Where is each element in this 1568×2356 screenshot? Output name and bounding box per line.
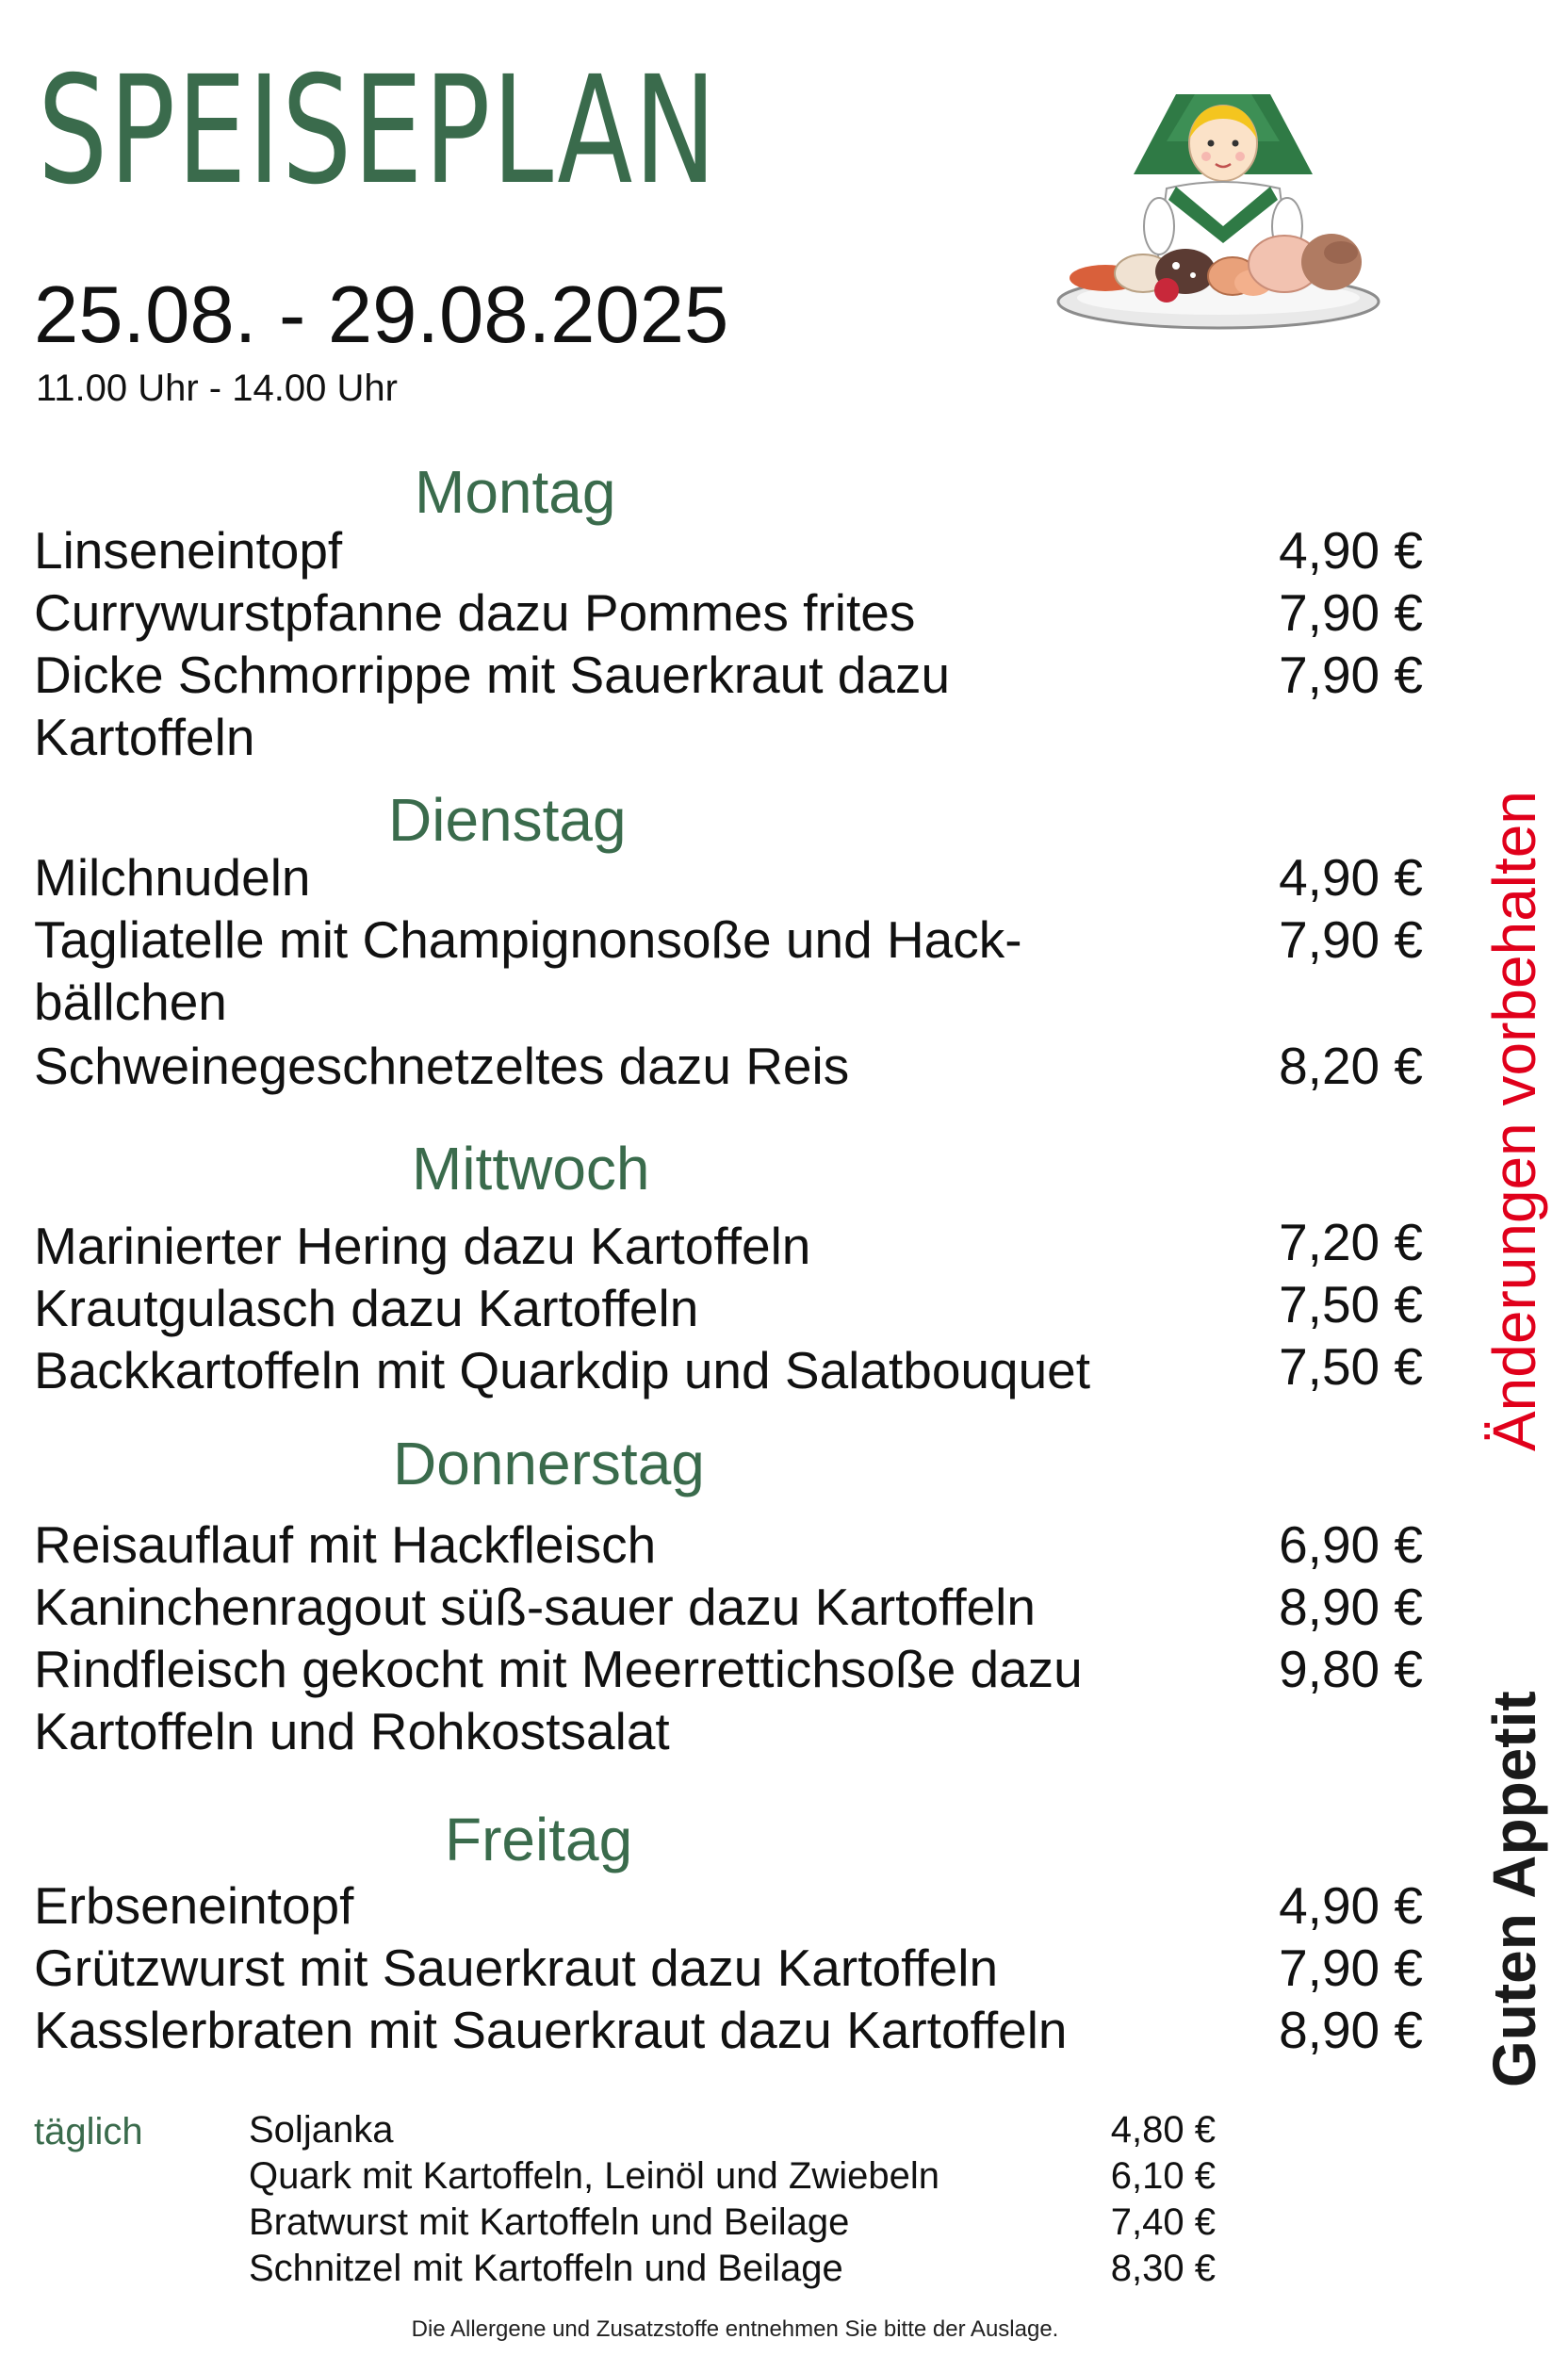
- dish-price: 4,90 €: [1279, 521, 1423, 580]
- dish-price: 6,90 €: [1279, 1515, 1423, 1574]
- dish-name-continued: Kartoffeln: [34, 708, 255, 766]
- changes-reserved-note: Änderungen vorbehalten: [1480, 791, 1548, 1451]
- daily-dish-price: 4,80 €: [1110, 2109, 1216, 2151]
- date-range: 25.08. - 29.08.2025: [34, 270, 729, 360]
- daily-dish-price: 6,10 €: [1110, 2155, 1216, 2197]
- day-heading-freitag: Freitag: [445, 1806, 633, 1873]
- dish-price: 8,20 €: [1279, 1037, 1423, 1095]
- dish-name: Krautgulasch dazu Kartoffeln: [34, 1279, 699, 1337]
- dish-name: Schweinegeschnetzeltes dazu Reis: [34, 1037, 850, 1095]
- daily-dish-price: 7,40 €: [1110, 2201, 1216, 2243]
- day-heading-montag: Montag: [415, 458, 616, 526]
- dish-price: 7,90 €: [1279, 1939, 1423, 1997]
- dish-name: Rindfleisch gekocht mit Meerrettichsoße dazu: [34, 1640, 1083, 1698]
- dish-name: Backkartoffeln mit Quarkdip und Salatbouquet: [34, 1341, 1091, 1399]
- dish-price: 7,20 €: [1279, 1213, 1423, 1271]
- daily-dish-name: Bratwurst mit Kartoffeln und Beilage: [249, 2201, 850, 2243]
- daily-dish-name: Schnitzel mit Kartoffeln und Beilage: [249, 2248, 843, 2289]
- page-title: SPEISEPLAN: [38, 44, 718, 218]
- day-heading-donnerstag: Donnerstag: [393, 1430, 705, 1497]
- dish-price: 9,80 €: [1279, 1640, 1423, 1698]
- daily-label: täglich: [34, 2111, 143, 2152]
- dish-name: Tagliatelle mit Champignonsoße und Hack-: [34, 910, 1022, 969]
- dish-name: Kaninchenragout süß-sauer dazu Kartoffeln: [34, 1578, 1036, 1636]
- dish-price: 7,50 €: [1279, 1275, 1423, 1333]
- dish-price: 8,90 €: [1279, 1578, 1423, 1636]
- dish-price: 8,90 €: [1279, 2001, 1423, 2059]
- dish-name: Erbseneintopf: [34, 1876, 354, 1935]
- dish-name-continued: bällchen: [34, 973, 227, 1031]
- guten-appetit-note: Guten Appetit: [1480, 1691, 1548, 2087]
- dish-name: Marinierter Hering dazu Kartoffeln: [34, 1217, 811, 1275]
- dish-name: Grützwurst mit Sauerkraut dazu Kartoffeln: [34, 1939, 999, 1997]
- dish-price: 7,50 €: [1279, 1337, 1423, 1396]
- day-heading-dienstag: Dienstag: [388, 786, 627, 854]
- dish-name: Linseneintopf: [34, 521, 343, 580]
- woman-with-meat-platter-logo: [1054, 85, 1383, 339]
- dish-name-continued: Kartoffeln und Rohkostsalat: [34, 1702, 670, 1760]
- daily-dish-name: Soljanka: [249, 2109, 394, 2151]
- dish-price: 7,90 €: [1279, 583, 1423, 642]
- dish-price: 7,90 €: [1279, 910, 1423, 969]
- dish-price: 4,90 €: [1279, 1876, 1423, 1935]
- day-heading-mittwoch: Mittwoch: [412, 1135, 650, 1203]
- opening-hours: 11.00 Uhr - 14.00 Uhr: [36, 368, 398, 409]
- dish-price: 7,90 €: [1279, 646, 1423, 704]
- dish-name: Dicke Schmorrippe mit Sauerkraut dazu: [34, 646, 951, 704]
- dish-name: Currywurstpfanne dazu Pommes frites: [34, 583, 916, 642]
- dish-name: Reisauflauf mit Hackfleisch: [34, 1515, 657, 1574]
- dish-name: Kasslerbraten mit Sauerkraut dazu Kartoffeln: [34, 2001, 1068, 2059]
- daily-dish-price: 8,30 €: [1110, 2248, 1216, 2289]
- daily-dish-name: Quark mit Kartoffeln, Leinöl und Zwiebeln: [249, 2155, 939, 2197]
- allergen-footnote: Die Allergene und Zusatzstoffe entnehmen Sie bitte der Auslage.: [411, 2316, 1059, 2342]
- dish-price: 4,90 €: [1279, 848, 1423, 907]
- dish-name: Milchnudeln: [34, 848, 311, 907]
